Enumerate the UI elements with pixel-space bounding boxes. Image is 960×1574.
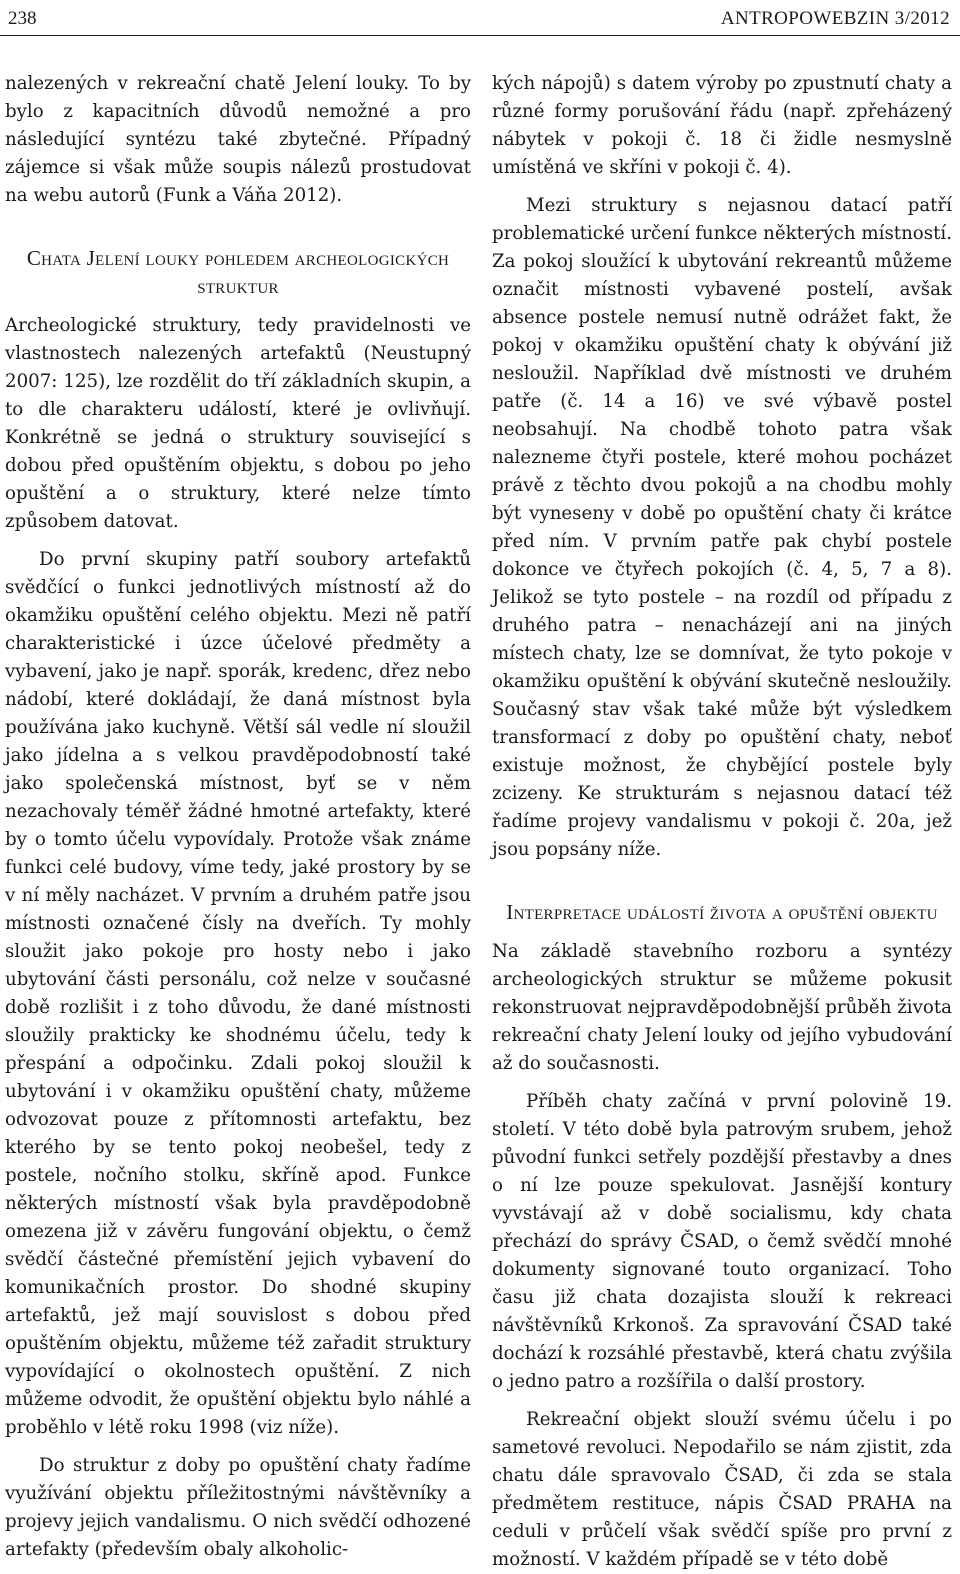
paragraph: Na základě stavebního rozboru a syntézy archeologických struktur se můžeme pokusit rekonstruovat nejpravděpodobnější průběh života rekreační chaty Jelení louky od jejího vybudování až do současnosti. [492, 941, 952, 1074]
page-number: 238 [8, 8, 37, 29]
paragraph-intro: nalezených v rekreační chatě Jelení louky. To by bylo z kapacitních důvodů nemožné a pro následující syntézu také zbytečné. Případný zájemce si však může soupis nálezů prostudovat na webu autorů (Funk a Váňa 2012). [5, 73, 471, 206]
journal-title: ANTROPOWEBZIN 3/2012 [720, 8, 950, 29]
paragraph: Archeologické struktury, tedy pravidelnosti ve vlastnostech nalezených artefaktů (Neustupný 2007: 125), lze rozdělit do tří základních skupin, a to dle charakteru událostí, které je ovlivňují. Konkrétně se jedná o struktury související s dobou před opuštěním objektu, s dobou po jeho opuštění a o struktury, které nelze tímto způsobem datovat. [5, 315, 471, 532]
left-column [5, 70, 471, 1564]
paragraph: Do první skupiny patří soubory artefaktů svědčící o funkci jednotlivých místností až do okamžiku opuštění celého objektu. Mezi ně patří charakteristické i úzce účelové předměty a vybavení, jako je např. sporák, kredenc, dřez nebo nádobí, které dokládají, že daná místnost byla používána jako kuchyně. Větší sál vedle ní sloužil jako jídelna a s velkou pravděpodobností také jako společenská místnost, byť se v něm nezachovaly téměř žádné hmotné artefakty, které by o tomto účelu vypovídaly. Protože však známe funkci celé budovy, víme tedy, jaké prostory by se v ní měly nacházet. V prvním a druhém patře jsou místnosti označené čísly na dveřích. Ty mohly sloužit jako pokoje pro hosty nebo i jako ubytování části personálu, což nelze v současné době rozlišit i z toho důvodu, že dané místnosti sloužily prakticky ke shodnému účelu, tedy k přespání a odpočinku. Zdali pokoj sloužil k ubytování i v okamžiku opuštění chaty, můžeme odvozovat pouze z přítomnosti artefaktu, bez kterého by se tento pokoj neobešel, tedy z postele, nočního stolku, skříně apod. Funkce některých místností však byla pravděpodobně omezena již v závěru fungování objektu, o čemž svědčí částečné přemístění jejich vybavení do komunikačních prostor. Do shodné skupiny artefaktů, jež mají souvislost s dobou před opuštěním objektu, můžeme též zařadit struktury vypovídající o okolnostech opuštění. Z nich můžeme odvodit, že opuštění objektu bylo náhlé a proběhlo v létě roku 1998 (viz níže). [5, 549, 471, 1438]
section-heading: Chata Jelení louky pohledem archeologických struktur [26, 246, 450, 298]
header-rule [0, 35, 960, 36]
paragraph: Do struktur z doby po opuštění chaty řadíme využívání objektu příležitostnými návštěvníky a projevy jejich vandalismu. O nich svědčí odhozené artefakty (především obaly alkoholic- [5, 1455, 471, 1560]
paragraph-continued: kých nápojů) s datem výroby po zpustnutí chaty a různé formy porušování řádu (např. zpřeházený nábytek v pokoji č. 18 či židle nesmyslně umístěná ve skříni v pokoji č. 4). [492, 73, 952, 178]
page-header [0, 0, 960, 38]
paragraph: Mezi struktury s nejasnou datací patří problematické určení funkce některých místností. Za pokoj sloužící k ubytování rekreantů můžeme označit místnosti vybavené postelí, avšak absence postele nemusí nutně odrážet fakt, že pokoj v okamžiku opuštění chaty k obývání již nesloužil. Například dvě místnosti ve druhém patře (č. 14 a 16) ve své výbavě postel neobsahují. Na chodbě tohoto patra však nalezneme čtyři postele, které mohou pocházet právě z těchto dvou pokojů a na chodbu mohly být vyneseny v době po opuštění chaty či krátce před ním. V prvním patře pak chybí postele dokonce ve čtyřech pokojích (č. 4, 5, 7 a 8). Jelikož se tyto postele – na rozdíl od případu z druhého patra – nenacházejí ani na jiných místech chaty, lze se domnívat, že tyto pokoje v okamžiku opuštění k obývání skutečně nesloužily. Současný stav však také může být výsledkem transformací z doby po opuštění chaty, neboť existuje možnost, že chybějící postele byly zcizeny. Ke strukturám s nejasnou datací též řadíme projevy vandalismu v pokoji č. 20a, jež jsou popsány níže. [492, 195, 952, 860]
right-column [492, 70, 952, 1574]
section-heading: Interpretace událostí života a opuštění objektu [506, 900, 938, 924]
paragraph: Příběh chaty začíná v první polovině 19. století. V této době byla patrovým srubem, jehož původní funkci setřely pozdější přestavby a dnes o ní lze pouze spekulovat. Jasnější kontury vyvstávají až v době socialismu, kdy chata přechází do správy ČSAD, o čemž svědčí mnohé dokumenty signované touto organizací. Toho času již chata dozajista slouží k rekreaci návštěvníků Krkonoš. Za spravování ČSAD také dochází k rozsáhlé přestavbě, která chatu zvýšila o jedno patro a rozšířila o další prostory. [492, 1091, 952, 1392]
paragraph: Rekreační objekt slouží svému účelu i po sametové revoluci. Nepodařilo se nám zjistit, zda chatu dále spravovalo ČSAD, či zda se stala předmětem restituce, nápis ČSAD PRAHA na ceduli v průčelí však svědčí spíše pro první z možností. V každém případě se v této době [492, 1409, 952, 1570]
